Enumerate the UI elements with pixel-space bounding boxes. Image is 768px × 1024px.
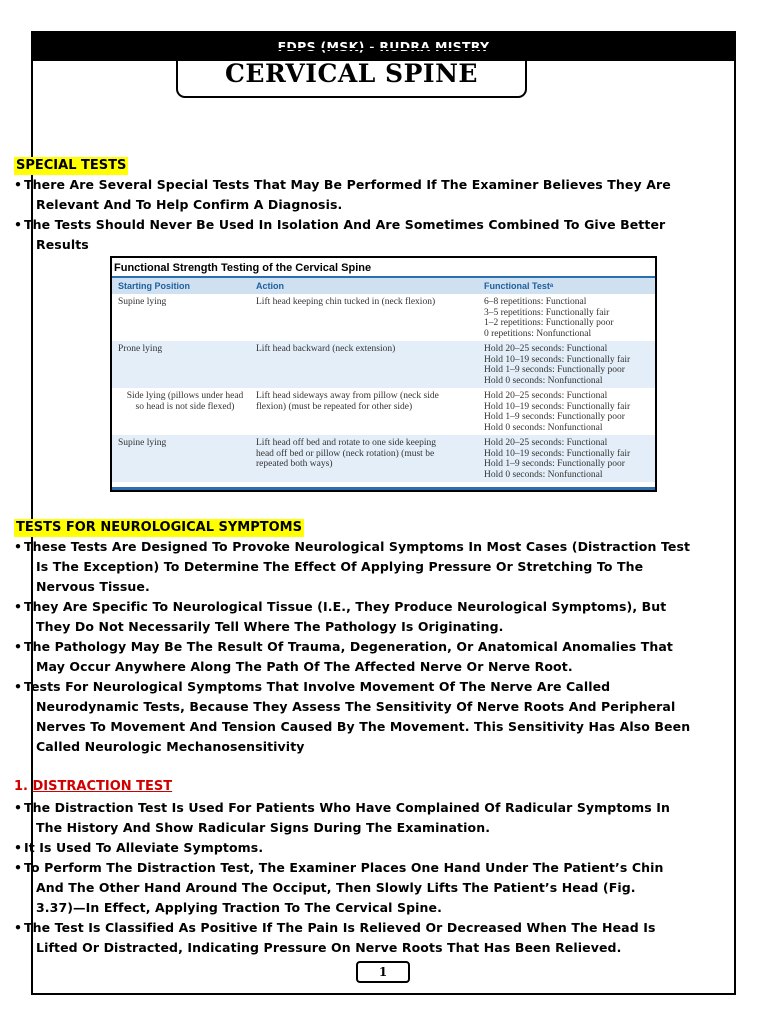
table-cell-line: Side lying (pillows under head (126, 391, 244, 401)
bullet-line: Neurodynamic Tests, Because They Assess The Sensitivity Of Nerve Roots And Peripheral (36, 699, 676, 714)
table-cell-line: head off bed or pillow (neck rotation) (must be (256, 448, 435, 459)
table-cell-action (252, 391, 480, 433)
table-cell-line: so head is not side flexed) (135, 401, 235, 412)
bullet-line: The Distraction Test Is Used For Patients Who Have Complained Of Radicular Symptoms In (24, 800, 670, 815)
bullet-line: Results (36, 237, 89, 252)
table-cell-line: Hold 1–9 seconds: Functionally poor (484, 459, 625, 469)
bullet-item (14, 215, 694, 255)
bullet-line: These Tests Are Designed To Provoke Neurological Symptoms In Most Cases (Distraction Test (24, 539, 691, 554)
title-box (176, 48, 527, 98)
bullet-item (14, 918, 694, 958)
bullet-icon: • (14, 920, 23, 935)
table-cell-test (480, 344, 655, 386)
bullet-icon: • (14, 539, 23, 554)
bullet-line: The Pathology May Be The Result Of Trauma, Degeneration, Or Anatomical Anomalies That (24, 639, 673, 654)
header-bar: FDPS (MSK) - RUDRA MISTRY (33, 33, 734, 61)
bullet-line: They Do Not Necessarily Tell Where The Pathology Is Originating. (36, 619, 504, 634)
bullet-line: And The Other Hand Around The Occiput, Then Slowly Lifts The Patient’s Head (Fig. (36, 880, 636, 895)
table-cell-line: Hold 20–25 seconds: Functional (484, 344, 608, 354)
bullet-line: Nervous Tissue. (36, 579, 150, 594)
table-cell-line: Lift head off bed and rotate to one side keeping (256, 438, 436, 448)
table-cell-line: Lift head backward (neck extension) (256, 344, 396, 354)
distraction-title: DISTRACTION TEST (32, 779, 173, 794)
bullet-item (14, 175, 694, 215)
bullet-line: Called Neurologic Mechanosensitivity (36, 739, 305, 754)
table-cell-line: Hold 0 seconds: Nonfunctional (484, 422, 603, 433)
bullet-line: Nerves To Movement And Tension Caused By The Movement. This Sensitivity Has Also Been (36, 719, 691, 734)
bullet-icon: • (14, 860, 23, 875)
bullet-line: Relevant And To Help Confirm A Diagnosis. (36, 197, 343, 212)
table-cell-line: Hold 10–19 seconds: Functionally fair (484, 401, 631, 412)
bullet-icon: • (14, 177, 23, 192)
table-cell-line: flexion) (must be repeated for other side) (256, 401, 413, 412)
bullet-line: 3.37)—In Effect, Applying Traction To The Cervical Spine. (36, 900, 442, 915)
bullet-line: Tests For Neurological Symptoms That Involve Movement Of The Nerve Are Called (24, 679, 611, 694)
table-cell-position (112, 391, 252, 433)
table-cell-line: Prone lying (118, 344, 163, 354)
table-cell-test (480, 438, 655, 480)
table-header-position: Starting Position (118, 281, 190, 291)
table-cell-line: Hold 10–19 seconds: Functionally fair (484, 448, 631, 459)
bullet-item (14, 798, 694, 838)
bullet-item (14, 677, 694, 757)
bullet-line: It Is Used To Alleviate Symptoms. (24, 840, 264, 855)
neuro-section (14, 516, 694, 757)
bullet-line: Is The Exception) To Determine The Effect Of Applying Pressure Or Stretching To The (36, 559, 644, 574)
table-header-test: Functional Testᵃ (484, 281, 554, 291)
bullet-line: There Are Several Special Tests That May Be Performed If The Examiner Believes They Are (24, 177, 671, 192)
table-cell-position (112, 344, 252, 386)
table-cell-position (112, 438, 252, 480)
table-cell-line: Hold 10–19 seconds: Functionally fair (484, 354, 631, 365)
table-cell-line: Hold 1–9 seconds: Functionally poor (484, 412, 625, 422)
bullet-icon: • (14, 639, 23, 654)
special-tests-bullets (14, 175, 694, 255)
bullet-item (14, 597, 694, 637)
table-header-action: Action (256, 281, 284, 291)
table-header-row (112, 278, 655, 294)
page-title: CERVICAL SPINE (225, 58, 478, 88)
table-cell-action (252, 297, 480, 339)
bullet-icon: • (14, 679, 23, 694)
bullet-line: They Are Specific To Neurological Tissue (I.E., They Produce Neurological Symptoms), But (24, 599, 667, 614)
special-tests-section (14, 154, 694, 255)
table-cell-line: Hold 20–25 seconds: Functional (484, 391, 608, 401)
bullet-item (14, 838, 694, 858)
page-number-box (356, 961, 410, 983)
table-cell-action (252, 438, 480, 480)
distraction-section (14, 778, 694, 958)
neuro-bullets (14, 537, 694, 757)
bullet-icon: • (14, 599, 23, 614)
table-cell-line: Hold 0 seconds: Nonfunctional (484, 469, 603, 480)
table-cell-line: Supine lying (118, 438, 167, 448)
table-bottom-rule (112, 487, 655, 490)
table-cell-line: Hold 1–9 seconds: Functionally poor (484, 365, 625, 375)
table-body (112, 294, 655, 482)
table-cell-line: Supine lying (118, 297, 167, 307)
bullet-line: To Perform The Distraction Test, The Examiner Places One Hand Under The Patient’s Chin (24, 860, 664, 875)
special-tests-heading: SPECIAL TESTS (16, 158, 127, 173)
table-cell-action (252, 344, 480, 386)
table-title: Functional Strength Testing of the Cervical Spine (112, 258, 655, 278)
table-row (112, 294, 655, 341)
bullet-item (14, 537, 694, 597)
table-cell-line: 0 repetitions: Nonfunctional (484, 328, 592, 339)
table-cell-line: Hold 20–25 seconds: Functional (484, 438, 608, 448)
table-row (112, 341, 655, 388)
table-cell-line: 6–8 repetitions: Functional (484, 297, 587, 307)
table-cell-line: Hold 0 seconds: Nonfunctional (484, 375, 603, 386)
bullet-line: The History And Show Radicular Signs During The Examination. (36, 820, 491, 835)
bullet-icon: • (14, 840, 23, 855)
table-cell-line: 1–2 repetitions: Functionally poor (484, 318, 614, 328)
bullet-line: The Test Is Classified As Positive If The Pain Is Relieved Or Decreased When The Head Is (24, 920, 656, 935)
bullet-line: The Tests Should Never Be Used In Isolation And Are Sometimes Combined To Give Better (24, 217, 666, 232)
page-number: 1 (378, 965, 388, 979)
distraction-bullets (14, 798, 694, 958)
table-cell-line: 3–5 repetitions: Functionally fair (484, 307, 610, 318)
functional-strength-table (110, 256, 657, 492)
table-cell-position (112, 297, 252, 339)
table-cell-test (480, 297, 655, 339)
table-row (112, 435, 655, 482)
table-cell-line: repeated both ways) (256, 459, 333, 469)
bullet-item (14, 858, 694, 918)
bullet-icon: • (14, 217, 23, 232)
bullet-icon: • (14, 800, 23, 815)
table-cell-line: Lift head keeping chin tucked in (neck flexion) (256, 297, 436, 307)
neuro-heading: TESTS FOR NEUROLOGICAL SYMPTOMS (16, 520, 302, 535)
distraction-heading (14, 778, 694, 798)
bullet-item (14, 637, 694, 677)
bullet-line: Lifted Or Distracted, Indicating Pressure On Nerve Roots That Has Been Relieved. (36, 940, 622, 955)
table-cell-test (480, 391, 655, 433)
distraction-number: 1. (14, 779, 28, 794)
table-row (112, 388, 655, 435)
table-cell-line: Lift head sideways away from pillow (neck side (256, 391, 439, 401)
bullet-line: May Occur Anywhere Along The Path Of The Affected Nerve Or Nerve Root. (36, 659, 573, 674)
